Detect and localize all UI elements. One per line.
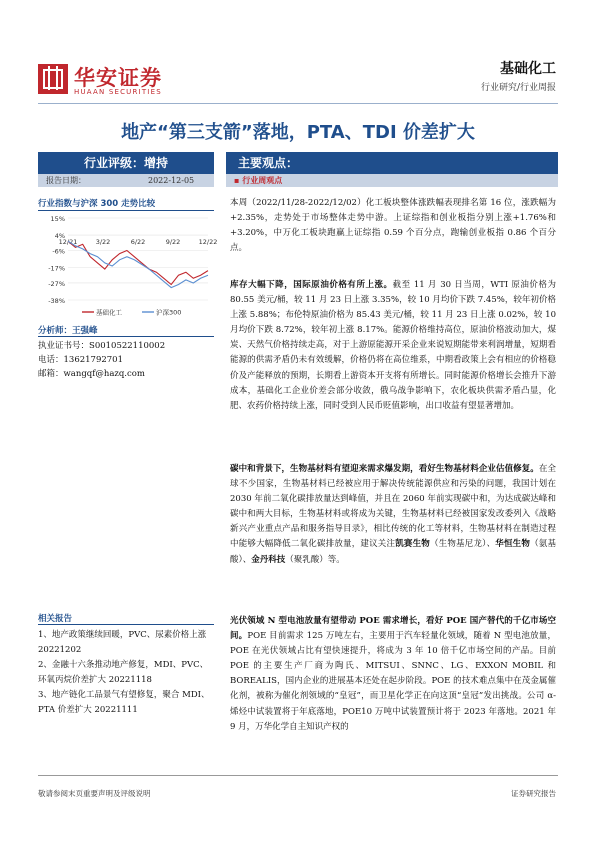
report-type: 行业研究/行业周报 [480, 83, 556, 93]
company-name: 凯赛生物 [395, 539, 430, 550]
legend-label: 基础化工 [96, 308, 122, 317]
related-reports-heading: 相关报告 [38, 614, 73, 624]
x-tick-label: 12/22 [198, 238, 218, 247]
paragraph-lead: 光伏领域 N 型电池放量有望带动 POE 需求增长，看好 POE 国产替代的千亿市场空间。 [230, 616, 556, 642]
paragraph-text: POE 目前需求 125 万吨左右，主要用于汽车轻量化领域，随着 N 型电池放量，POE 在光伏领域占比有望快速提升，将成为 3 年 10 倍千亿市场空间的产品。目前 POE 的主要生产厂商为陶氏、MITSUI、SNNC、LG、EXXON MOBIL 和 BOREALIS，国内企业的进展基本还处在起步阶段。POE 的技术难点集中在茂金属催化剂，被称为催化剂领域的“皇冠”，而卫星化学正在向这顶“皇冠”发出挑战。公司 α-烯烃中试装置将于年底落地，POE10 万吨中试装置预计将于 2023 年落地。2021 年 9 月，万华化学自主知识产权的 [230, 631, 556, 732]
chart-title-divider [38, 210, 214, 211]
industry-label: 基础化工 [500, 61, 556, 77]
paragraph-crude-oil [230, 278, 556, 414]
paragraph-lead: 库存大幅下降，国际原油价格有所上涨。 [230, 280, 393, 290]
paragraph-text: （生物基尼龙）、 [429, 539, 496, 550]
brand-name-en: HUAAN SECURITIES [74, 88, 162, 96]
y-tick-label: 15% [50, 215, 65, 223]
report-date-label: 报告日期： [46, 176, 86, 185]
series-line [68, 241, 208, 284]
footer-disclaimer[interactable]: 敬请参阅末页重要声明及评级说明 [38, 789, 151, 798]
chart-title: 行业指数与沪深 300 走势比较 [38, 199, 156, 209]
analyst-info [38, 339, 214, 381]
series-line [68, 241, 208, 287]
company-name: 华恒生物 [495, 539, 531, 550]
company-name: 金丹科技 [251, 554, 286, 565]
paragraph-lead: 碳中和背景下，生物基材料有望迎来需求爆发期，看好生物基材料企业估值修复。 [230, 464, 539, 474]
analyst-name: 分析师：王强峰 [38, 326, 98, 336]
x-tick-label: 9/22 [165, 238, 181, 247]
related-report-item[interactable]: 2、金融十六条推动地产修复，MDI、PVC、环氧丙烷价差扩大 20221118 [38, 660, 209, 685]
paragraph-text: 在全球不少国家，生物基材料已经被应用于解决传统能源供应和污染的问题，我国计划在 2030 年前二氧化碳排放量达到峰值，并且在 2060 年前实现碳中和，为达成碳达峰和碳中和两大目标，生物基材料或将成为关键，生物基材料已经被国家发改委列入《战略新兴产业重点产品和服务指导目录》，相比传统的化工等材料，生物基材料在制造过程中能够大幅降低二氧化碳排放量，建议关注 [230, 464, 556, 550]
y-tick-label: -38% [48, 297, 65, 305]
index-comparison-chart [38, 212, 218, 318]
paragraph-weekly-overview [230, 196, 556, 256]
y-tick-label: -17% [48, 264, 65, 273]
paragraph-poe [230, 614, 556, 735]
related-divider [38, 624, 214, 625]
x-tick-label: 12/21 [58, 238, 78, 247]
main-view-heading: 主要观点： [226, 152, 558, 174]
report-title: 地产“第三支箭”落地，PTA、TDI 价差扩大 [121, 122, 475, 143]
main-view-subheading: ▪ 行业周观点 [226, 174, 558, 187]
industry-rating: 行业评级：增持 [38, 152, 214, 174]
x-tick-label: 3/22 [95, 238, 111, 247]
related-reports-list [38, 628, 214, 718]
brand-name: 华安证券 [74, 66, 162, 90]
analyst-divider [38, 336, 214, 337]
related-report-item[interactable]: 1、地产政策继续回暖，PVC、尿素价格上涨 20221202 [38, 630, 207, 655]
y-tick-label: -27% [48, 279, 65, 288]
paragraph-bio-materials [230, 462, 556, 568]
report-date-value: 2022-12-05 [148, 176, 195, 185]
related-report-item[interactable]: 3、地产链化工品景气有望修复，聚合 MDI、PTA 价差扩大 20221111 [38, 690, 210, 715]
footer-label: 证券研究报告 [511, 789, 556, 798]
header-divider [38, 103, 558, 104]
paragraph-text: （氨基酸）、 [230, 539, 556, 565]
paragraph-text: 本周（2022/11/28-2022/12/02）化工板块整体涨跌幅表现排名第 16 位，涨跌幅为+2.35%，走势处于市场整体走势中游。上证综指和创业板指分别上涨+1.76%和+3.20%，中万化工板块跑赢上证综指 0.59 个百分点，跑输创业板指 0.86 个百分点。 [230, 198, 556, 254]
analyst-email[interactable]: 邮箱：wangqf@hazq.com [38, 369, 145, 379]
paragraph-text: （聚乳酸）等。 [285, 554, 345, 565]
report-date-row [38, 174, 214, 187]
analyst-phone: 电话：13621792701 [38, 355, 123, 365]
brand-logo-icon [38, 64, 68, 94]
analyst-cert: 执业证书号：S0010522110002 [38, 341, 166, 351]
legend-label: 沪深300 [156, 308, 182, 317]
y-tick-label: 4% [54, 232, 65, 241]
footer-divider [38, 775, 558, 776]
paragraph-text: 截至 11 月 30 日当周，WTI 原油价格为 80.55 美元/桶，较 11 月 23 日上涨 3.35%，较 10 月均价下跌 7.45%，较年初价格上涨 5.88%；布伦特原油价格为 85.43 美元/桶，较 11 月 23 日上涨 0.02%，较 10 月均价下跌 8.72%，较年初上涨 8.17%。能源价格维持高位，原油价格波动加大，煤炭、天然气价格持续走高，对于上游原能源开采企业来说短期能带来利润增量，短期看能源的供需矛盾仍未有效缓解，价格仍将在高位维系，中期看政策上会有相应的价格稳价及产能释放的预期，长期看上游资本开支将有所增长。同时能源价格增长会推升下游成本，基础化工企业价差会部分收敛，俄乌战争影响下，农化板块供需矛盾凸显，化肥、农药价格持续上涨，同时受到人民币贬值影响，出口收益有望显著增加。 [230, 280, 556, 411]
y-tick-label: -6% [52, 247, 65, 256]
x-tick-label: 6/22 [130, 238, 146, 247]
